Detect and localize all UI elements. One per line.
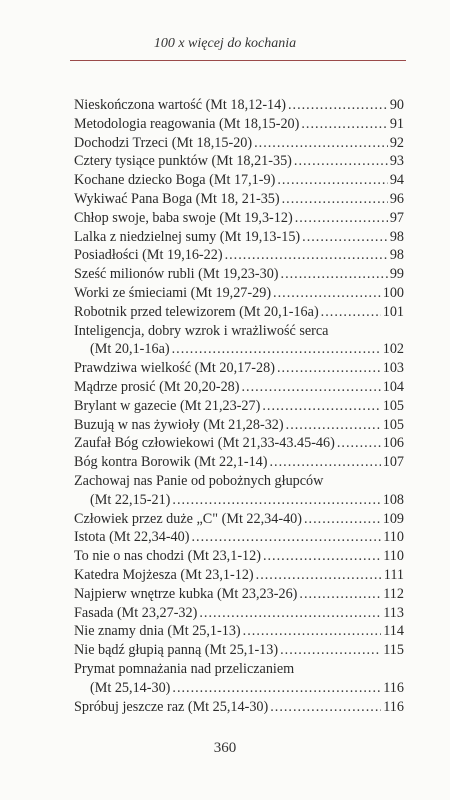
toc-entry-label: Prawdziwa wielkość (Mt 20,17-28)	[74, 360, 275, 377]
toc-entry-label: Prymat pomnażania nad przeliczaniem	[74, 660, 295, 677]
toc-entry-label: Istota (Mt 22,34-40)	[74, 529, 190, 546]
toc-entry	[74, 566, 404, 585]
toc-page-number: 91	[389, 115, 404, 132]
toc-entry	[74, 96, 404, 115]
toc-entry-label: Nieskończona wartość (Mt 18,12-14)	[74, 97, 286, 113]
toc-entry	[74, 171, 404, 190]
toc-page-number: 98	[389, 228, 404, 245]
leader-dots	[256, 566, 382, 585]
toc-page-number: 112	[383, 585, 404, 602]
toc-entry-reference: (Mt 25,14-30)	[90, 679, 171, 696]
leader-dots	[270, 453, 381, 472]
toc-entry	[74, 265, 404, 284]
toc-page-number: 107	[382, 454, 404, 471]
toc-page-number: 116	[383, 679, 404, 696]
leader-dots	[280, 641, 381, 660]
toc-entry	[74, 453, 404, 472]
toc-entry	[74, 190, 404, 209]
toc-entry-reference: (Mt 22,15-21)	[90, 491, 171, 508]
toc-entry	[74, 134, 404, 153]
leader-dots	[282, 190, 388, 209]
leader-dots	[277, 171, 387, 190]
header-rule	[70, 60, 406, 61]
leader-dots	[172, 679, 381, 698]
toc-entry-reference: (Mt 20,1-16a)	[90, 341, 170, 358]
leader-dots	[172, 491, 380, 510]
leader-dots	[302, 228, 388, 247]
toc-entry-label: Nie znamy dnia (Mt 25,1-13)	[74, 623, 241, 640]
toc-entry	[74, 510, 404, 529]
toc-page-number: 104	[382, 378, 404, 395]
toc-page-number: 114	[383, 623, 404, 640]
toc-entry-label: To nie o nas chodzi (Mt 23,1-12)	[74, 548, 261, 565]
toc-page-number: 113	[383, 604, 404, 621]
toc-page-number: 92	[389, 134, 404, 151]
toc-page-number: 98	[389, 247, 404, 264]
toc-page-number: 110	[383, 548, 404, 565]
toc-page-number: 116	[383, 698, 404, 715]
toc-entry-label: Kochane dziecko Boga (Mt 17,1-9)	[74, 172, 276, 189]
toc-entry-title	[74, 472, 404, 491]
toc-page-number: 106	[382, 435, 404, 452]
toc-page-number: 105	[382, 416, 404, 433]
toc-page-number: 90	[389, 97, 404, 113]
toc-entry-title	[74, 660, 404, 679]
toc-page-number: 99	[389, 266, 404, 283]
toc-entry-label: Wykiwać Pana Boga (Mt 18, 21-35)	[74, 190, 280, 207]
leader-dots	[243, 622, 382, 641]
toc-entry-label: Katedra Mojżesza (Mt 23,1-12)	[74, 566, 254, 583]
leader-dots	[281, 265, 388, 284]
toc-entry	[74, 209, 404, 228]
leader-dots	[225, 246, 388, 265]
toc-entry	[74, 622, 404, 641]
toc-entry-label: Bóg kontra Borowik (Mt 22,1-14)	[74, 454, 268, 471]
toc-entry	[74, 604, 404, 623]
toc-entry-label: Sześć milionów rubli (Mt 19,23-30)	[74, 266, 279, 283]
toc-entry-label: Metodologia reagowania (Mt 18,15-20)	[74, 115, 300, 132]
leader-dots	[304, 510, 381, 529]
toc-entry	[74, 679, 404, 698]
toc-page-number: 110	[383, 529, 404, 546]
leader-dots	[337, 434, 381, 453]
toc-entry-label: Mądrze prosić (Mt 20,20-28)	[74, 378, 240, 395]
toc-entry	[74, 416, 404, 435]
leader-dots	[321, 303, 381, 322]
toc-entry-label: Worki ze śmieciami (Mt 19,27-29)	[74, 284, 272, 301]
leader-dots	[301, 115, 387, 134]
toc-entry	[74, 340, 404, 359]
leader-dots	[299, 585, 381, 604]
toc-entry	[74, 359, 404, 378]
toc-entry-label: Brylant w gazecie (Mt 21,23-27)	[74, 397, 261, 414]
toc-entry	[74, 434, 404, 453]
toc-page-number: 94	[389, 172, 404, 189]
leader-dots	[286, 416, 381, 435]
toc-entry	[74, 585, 404, 604]
toc-entry-label: Człowiek przez duże „C" (Mt 22,34-40)	[74, 510, 302, 527]
toc-entry-label: Chłop swoje, baba swoje (Mt 19,3-12)	[74, 209, 293, 226]
toc-entry-label: Zachowaj nas Panie od pobożnych głupców	[74, 472, 324, 489]
toc-entry	[74, 115, 404, 134]
toc-entry-label: Buzują w nas żywioły (Mt 21,28-32)	[74, 416, 284, 433]
toc-page-number: 115	[383, 642, 404, 659]
toc-entry-label: Dochodzi Trzeci (Mt 18,15-20)	[74, 134, 253, 151]
toc-entry-label: Inteligencja, dobry wzrok i wrażliwość serca	[74, 322, 329, 339]
toc-entry	[74, 246, 404, 265]
leader-dots	[294, 152, 388, 171]
toc-entry	[74, 228, 404, 247]
toc-entry	[74, 698, 404, 717]
toc-page-number: 108	[382, 491, 404, 508]
toc-entry	[74, 641, 404, 660]
toc-entry-label: Robotnik przed telewizorem (Mt 20,1-16a)	[74, 303, 319, 320]
toc-entry	[74, 491, 404, 510]
toc-entry	[74, 547, 404, 566]
leader-dots	[295, 209, 388, 228]
toc-page-number: 97	[389, 209, 404, 226]
toc-entry-label: Fasada (Mt 23,27-32)	[74, 604, 198, 621]
toc-entry	[74, 303, 404, 322]
toc-entry-label: Lalka z niedzielnej sumy (Mt 19,13-15)	[74, 228, 301, 245]
toc-entry-label: Posiadłości (Mt 19,16-22)	[74, 247, 223, 264]
toc-entry-label: Najpierw wnętrze kubka (Mt 23,23-26)	[74, 585, 298, 602]
toc-page-number: 103	[382, 360, 404, 377]
toc-page-number: 96	[389, 190, 404, 207]
toc-entry-label: Nie bądź głupią panną (Mt 25,1-13)	[74, 642, 279, 659]
leader-dots	[172, 340, 381, 359]
toc-entry	[74, 528, 404, 547]
leader-dots	[254, 134, 388, 153]
leader-dots	[263, 547, 381, 566]
toc-page-number: 101	[382, 303, 404, 320]
toc-page-number: 105	[382, 397, 404, 414]
leader-dots	[241, 378, 380, 397]
leader-dots	[270, 698, 381, 717]
toc-entry-label: Zaufał Bóg człowiekowi (Mt 21,33-43.45-46)	[74, 435, 335, 452]
leader-dots	[262, 397, 380, 416]
toc-entry	[74, 152, 404, 171]
toc-entry-title	[74, 322, 404, 341]
toc-entry	[74, 284, 404, 303]
leader-dots	[288, 96, 388, 115]
toc-page-number: 111	[383, 566, 404, 583]
leader-dots	[199, 604, 381, 623]
toc-page-number: 109	[382, 510, 404, 527]
toc-entry-label: Spróbuj jeszcze raz (Mt 25,14-30)	[74, 698, 269, 715]
toc-entry	[74, 397, 404, 416]
toc-entry	[74, 378, 404, 397]
toc-page-number: 100	[382, 284, 404, 301]
toc-page-number: 102	[382, 341, 404, 358]
leader-dots	[273, 284, 381, 303]
toc-entry-label: Cztery tysiące punktów (Mt 18,21-35)	[74, 153, 292, 170]
running-header: 100 x więcej do kochania	[153, 36, 297, 51]
toc-page-number: 93	[389, 153, 404, 170]
page-number: 360	[213, 740, 237, 756]
leader-dots	[277, 359, 381, 378]
leader-dots	[191, 528, 381, 547]
table-of-contents	[74, 96, 404, 716]
